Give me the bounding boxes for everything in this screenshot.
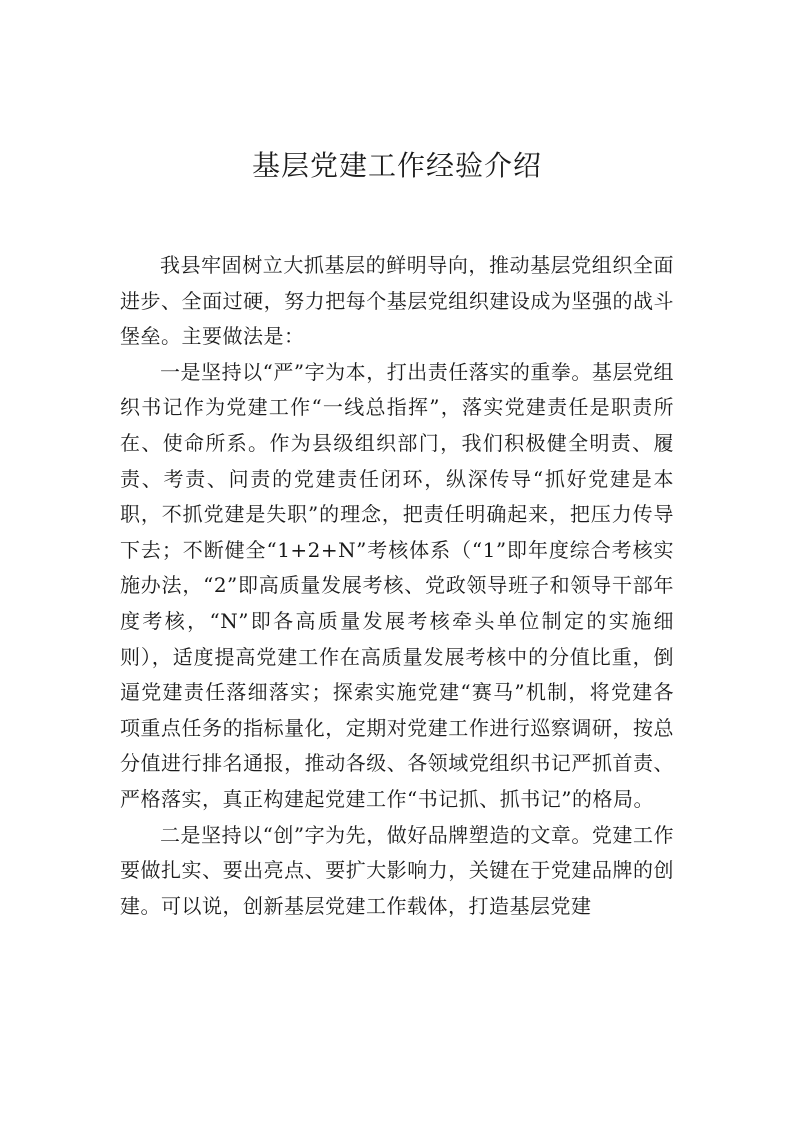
document-title: 基层党建工作经验介绍 (251, 149, 542, 182)
paragraph-point-one: 一是坚持以“严”字为本，打出责任落实的重拳。基层党组织书记作为党建工作“一线总指挥”，落实党建责任是职责所在、使命所系。作为县级组织部门，我们积极健全明责、履责、考责、问责的党建责任闭环，纵深传导“抓好党建是本职，不抓党建是失职”的理念，把责任明确起来，把压力传导下去；不断健全“1+2+N”考核体系（“1”即年度综合考核实施办法，“2”即高质量发展考核、党政领导班子和领导干部年度考核，“N”即各高质量发展考核牵头单位制定的实施细则），适度提高党建工作在高质量发展考核中的分值比重，倒逼党建责任落细落实；探索实施党建“赛马”机制，将党建各项重点任务的指标量化，定期对党建工作进行巡察调研，按总分值进行排名通报，推动各级、各领域党组织书记严抓首责、严格落实，真正构建起党建工作“书记抓、抓书记”的格局。 (120, 359, 674, 811)
paragraph-intro: 我县牢固树立大抓基层的鲜明导向，推动基层党组织全面进步、全面过硬，努力把每个基层党组织建设成为坚强的战斗堡垒。主要做法是： (120, 253, 674, 349)
document-body (120, 248, 674, 924)
paragraph-point-two: 二是坚持以“创”字为先，做好品牌塑造的文章。党建工作要做扎实、要出亮点、要扩大影响力，关键在于党建品牌的创建。可以说，创新基层党建工作载体，打造基层党建 (120, 822, 674, 918)
